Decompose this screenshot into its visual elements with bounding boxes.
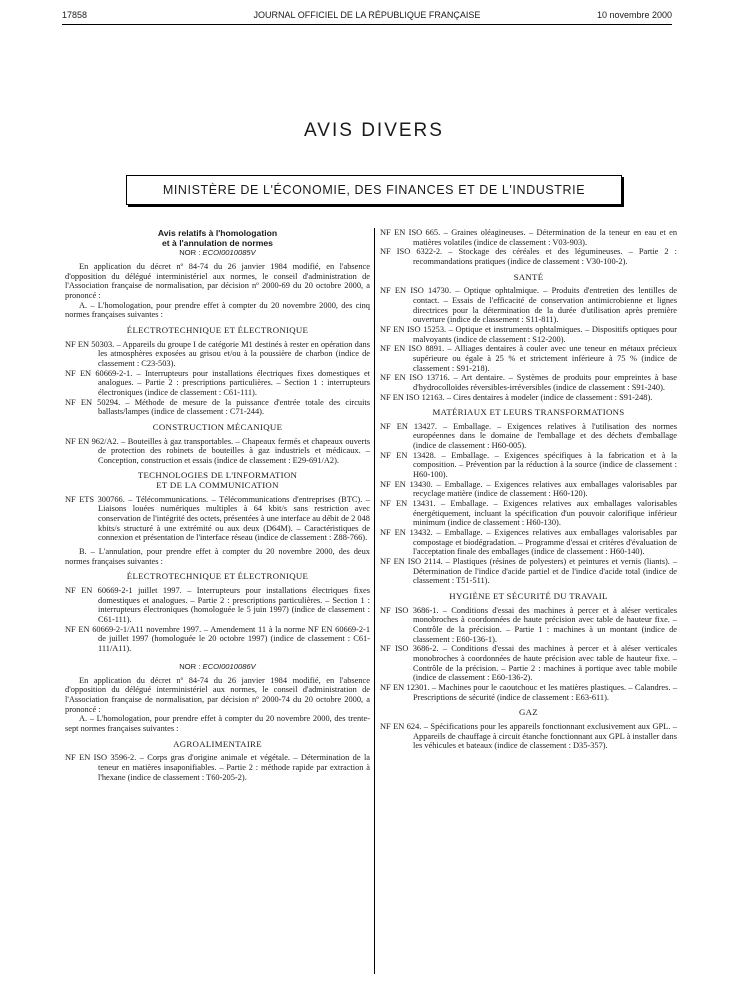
standard-description: – Télécommunications. – Télécommunications d'entreprises (BTC). – Liaisons louées numériques multiples à 64 kbit/s sans restriction avec conservation de l'intégrité des octets, présentées à une interface au débit de 2 048 kbits/s structuré à une extrémité ou aux deux (D64M). – Caractéristiques de connexion et présentation de l'interface réseau (indice de classement : Z88-766). <box>98 494 370 543</box>
standard-description: – Emballage. – Exigences relatives aux emballages valorisables par compostage et biodégradation. – Programme d'essai et critères d'évaluation de l'acceptation finale des emballages (indice de classement : H60-140). <box>413 528 677 557</box>
intro-paragraph-2: En application du décret nº 84-74 du 26 janvier 1984 modifié, en l'absence d'opposition du délégué interministériel aux normes, le conseil d'administration de l'Association française de normalisation, par décision nº 2000-74 du 20 octobre 2000, a prononcé : <box>65 675 370 714</box>
list-agro <box>65 753 370 782</box>
nor-label: NOR : <box>179 248 201 257</box>
standard-description: – Alliages dentaires à couler avec une teneur en métaux précieux supérieure ou égale à 25 % et strictement inférieure à 75 % (indice de classement : S91-218). <box>413 344 677 373</box>
standard-description: – Plastiques (résines de polyesters) et peintures et vernis (liants). – Détermination de l'indice d'acide partiel et de l'indice d'acide total (indice de classement : T51-511). <box>413 557 678 586</box>
section-title-electro-2: ÉLECTROTECHNIQUE ET ÉLECTRONIQUE <box>126 571 309 582</box>
section-title-sante: SANTÉ <box>513 271 544 282</box>
standard-code: NF ISO 3686-1. <box>380 605 439 615</box>
column-divider <box>374 228 375 974</box>
section-title-gaz: GAZ <box>519 707 538 718</box>
standard-entry <box>380 373 677 392</box>
list-materiaux <box>380 422 677 586</box>
page-title: AVIS DIVERS <box>304 120 444 141</box>
standard-code: NF EN 13427. <box>380 421 437 431</box>
standard-code: NF EN 13428. <box>380 450 436 460</box>
standard-entry <box>380 606 677 645</box>
list-electro-1 <box>65 340 370 417</box>
standard-entry <box>380 228 677 247</box>
standard-description: – Art dentaire. – Systèmes de produits pour empreintes à base d'hydrocolloïdes réversibles-irréversibles (indice de classement : S91-240). <box>413 373 678 392</box>
nor-label: NOR : <box>179 661 201 671</box>
standard-description: – Optique et instruments ophtalmiques. – Dispositifs optiques pour malvoyants (indice de classement : S12-200). <box>413 324 678 344</box>
standard-description: – Spécifications pour les appareils fonctionnant exclusivement aux GPL. – Appareils de chauffage à circuit étanche fonctionnant aux GPL à installer dans les véhicules et bateaux (indice de classement : D35-357). <box>413 721 677 751</box>
standard-entry <box>380 722 677 751</box>
standard-code: NF EN ISO 2114. <box>380 557 443 566</box>
standard-code: NF ETS 300766. <box>65 494 125 504</box>
standard-code: NF EN 13430. <box>380 479 433 489</box>
standard-code: NF EN ISO 12163. <box>380 392 445 402</box>
standard-description: – Emballage. – Exigences relatives à l'utilisation des normes européennes dans le domaine de l'emballage et des déchets d'emballage (indice de classement : H60-005). <box>413 421 678 451</box>
section-title-techno-1: TECHNOLOGIES DE L'INFORMATION <box>137 470 298 481</box>
standard-description: – Machines pour le caoutchouc et les matières plastiques. – Calandres. – Prescriptions de sécurité (indice de classement : E63-611). <box>413 682 678 702</box>
standard-code: NF EN 50294. <box>65 397 121 407</box>
standard-entry <box>65 586 370 625</box>
standard-code: NF EN 60669-2-1 juillet 1997. <box>65 586 182 596</box>
left-column <box>65 228 370 782</box>
standard-description: – Stockage des céréales et des légumineuses. – Partie 2 : recommandations pratiques (indice de classement : V30-100-2). <box>413 247 678 266</box>
standard-code: NF EN 13432. <box>380 528 433 538</box>
right-column <box>380 228 677 751</box>
ministry-banner <box>126 175 622 205</box>
section-title-construction: CONSTRUCTION MÉCANIQUE <box>152 421 283 432</box>
standard-entry <box>65 398 370 417</box>
nor-code: ECOI0010085V <box>202 248 256 257</box>
header-rule <box>62 24 672 25</box>
standard-entry <box>380 644 677 683</box>
standard-entry <box>380 451 677 480</box>
standard-code: NF ISO 6322-2. <box>380 247 443 257</box>
standard-entry <box>380 528 677 557</box>
standard-description: – Cires dentaires à modeler (indice de classement : S91-248). <box>446 392 653 402</box>
standard-entry <box>380 393 677 403</box>
notice-heading-2: et à l'annulation de normes <box>162 238 273 248</box>
standard-code: NF EN 624. <box>380 721 422 731</box>
standard-description: – Emballage. – Exigences spécifiques à la fabrication et à la composition. – Prévention par la réduction à la source (indice de classement : H60-100). <box>413 450 677 480</box>
nor-reference-1 <box>65 248 370 258</box>
standard-code: NF EN ISO 3596-2. <box>65 753 137 763</box>
list-hygiene <box>380 606 677 703</box>
list-construction <box>65 437 370 466</box>
standard-entry <box>380 286 677 325</box>
standard-description: – Appareils du groupe I de catégorie M1 destinés à rester en opération dans les atmosphères exposées au grisou et/ou à la poussière de charbon (indice de classement : C23-503). <box>98 339 370 368</box>
standard-description: – Interrupteurs pour installations électriques fixes domestiques et analogues. – Partie 2 : prescriptions particulières. – Section 1 : interrupteurs électroniques (indice de classement : C61-111). <box>98 368 371 397</box>
standard-code: NF EN 60669-2-1/A11 novembre 1997. <box>65 624 202 634</box>
list-techno <box>65 495 370 543</box>
standard-entry <box>65 625 370 654</box>
section-title-materiaux: MATÉRIAUX ET LEURS TRANSFORMATIONS <box>432 407 625 418</box>
nor-reference-2 <box>65 662 370 672</box>
section-title-techno-2: ET DE LA COMMUNICATION <box>156 480 279 491</box>
standard-description: – Optique ophtalmique. – Produits d'entretien des lentilles de contact. – Essais de l'efficacité de conservation antimicrobienne et lignes directrices pour la détermination de la durée d'utilisation après première ouverture (indice de classement : S11-811). <box>413 286 677 325</box>
standard-description: – Conditions d'essai des machines à percer et à aléser verticales monobroches à coordonnées de haute précision avec table de hauteur fixe. – Contrôle de la précision. – Partie 1 : machines à un montant (indice de classement : E60-136-1). <box>413 605 677 644</box>
standard-description: – Conditions d'essai des machines à percer et à aléser verticales monobroches à coordonnées de haute précision avec table de hauteur fixe. – Contrôle de la précision. – Partie 2 : machines à portique avec table mobile (indice de classement : E60-136-2). <box>413 644 677 683</box>
standard-description: – Méthode de mesure de la puissance d'entrée totale des circuits ballasts/lampes (indice de classement : C71-244). <box>98 397 371 417</box>
standard-code: NF EN 13431. <box>380 499 436 509</box>
standard-code: NF EN ISO 8891. <box>380 344 445 354</box>
standard-entry <box>380 325 677 344</box>
standard-description: – Corps gras d'origine animale et végétale. – Détermination de la teneur en matières insaponifiables. – Partie 2 : méthode rapide par extraction à l'hexane (indice de classement : T60-205-2). <box>98 753 370 782</box>
section-title-electro-1: ÉLECTROTECHNIQUE ET ÉLECTRONIQUE <box>126 324 309 335</box>
section-title-agro: AGROALIMENTAIRE <box>173 738 262 749</box>
standard-description: – Interrupteurs pour installations électriques fixes domestiques et analogues. – Partie 2 : prescriptions particulières. – Section 1 : interrupteurs électroniques (homologuée le 5 juin 1997) (indice de classement : C61-111). <box>98 586 370 624</box>
list-gaz <box>380 722 677 751</box>
standard-entry <box>380 344 677 373</box>
standard-code: NF EN ISO 15253. <box>380 324 447 334</box>
list-agro-continued <box>380 228 677 267</box>
standard-entry <box>380 499 677 528</box>
standard-code: NF EN ISO 14730. <box>380 286 452 296</box>
standard-entry <box>65 369 370 398</box>
standard-code: NF EN 12301. <box>380 682 430 692</box>
standard-entry <box>65 340 370 369</box>
standard-code: NF EN 60669-2-1. <box>65 368 133 378</box>
standard-code: NF EN ISO 13716. <box>380 373 450 383</box>
section-title-hygiene: HYGIÈNE ET SÉCURITÉ DU TRAVAIL <box>449 590 608 601</box>
part-a-paragraph: A. – L'homologation, pour prendre effet à compter du 20 novembre 2000, des cinq normes françaises suivantes : <box>65 300 370 320</box>
nor-code: ECOI0010086V <box>202 661 256 671</box>
list-electro-2 <box>65 586 370 654</box>
standard-code: NF EN 50303. <box>65 339 115 349</box>
ministry-name: MINISTÈRE DE L'ÉCONOMIE, DES FINANCES ET DE L'INDUSTRIE <box>162 183 586 197</box>
page-header <box>62 10 672 30</box>
standard-code: NF EN 962/A2. <box>65 436 119 446</box>
standard-description: – Emballage. – Exigences relatives aux emballages valorisables énergétiquement, incluant la spécification d'un pouvoir calorifique inférieur minimum (indice de classement : H60-130). <box>413 499 677 528</box>
standard-entry <box>65 753 370 782</box>
standard-code: NF EN ISO 665. <box>380 228 441 237</box>
journal-title: JOURNAL OFFICIEL DE LA RÉPUBLIQUE FRANÇAISE <box>253 10 481 20</box>
standard-entry <box>380 683 677 702</box>
list-sante <box>380 286 677 402</box>
notice-heading-1: Avis relatifs à l'homologation <box>157 228 278 238</box>
standard-description: – Bouteilles à gaz transportables. – Chapeaux fermés et chapeaux ouverts de protection des robinets de bouteilles à gaz industriels et médicaux. – Conception, construction et essais (indice de classement : E29-691/A2). <box>98 436 371 465</box>
part-a2-paragraph: A. – L'homologation, pour prendre effet à compter du 20 novembre 2000, des trente-sept normes françaises suivantes : <box>65 714 370 733</box>
standard-entry <box>65 495 370 543</box>
issue-date: 10 novembre 2000 <box>596 10 672 20</box>
standard-entry <box>380 557 677 586</box>
page-number: 17858 <box>62 10 88 20</box>
part-b-paragraph: B. – L'annulation, pour prendre effet à compter du 20 novembre 2000, des deux normes françaises suivantes : <box>65 547 370 566</box>
standard-description: – Emballage. – Exigences relatives aux emballages valorisables par recyclage matière (indice de classement : H60-120). <box>413 479 677 499</box>
standard-entry <box>380 480 677 499</box>
intro-paragraph-1: En application du décret nº 84-74 du 26 janvier 1984 modifié, en l'absence d'opposition du délégué interministériel aux normes, le conseil d'administration de l'Association française de normalisation, par décision nº 2000-69 du 20 octobre 2000, a prononcé : <box>65 262 370 300</box>
standard-code: NF ISO 3686-2. <box>380 644 439 654</box>
standard-entry <box>380 422 677 451</box>
standard-description: – Amendement 11 à la norme NF EN 60669-2-1 de juillet 1997 (homologuée le 20 octobre 1997) (indice de classement : C61-111/A11). <box>98 624 371 653</box>
standard-entry <box>65 437 370 466</box>
standard-entry <box>380 247 677 266</box>
standard-description: – Graines oléagineuses. – Détermination de la teneur en eau et en matières volatiles (indice de classement : V03-903). <box>413 228 678 247</box>
